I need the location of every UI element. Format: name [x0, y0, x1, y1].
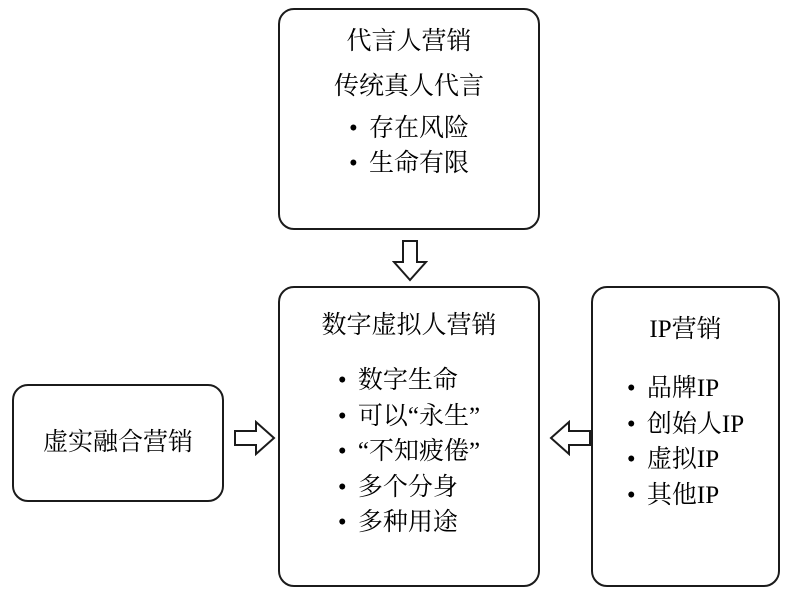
node-digital-avatar-marketing-bullets: [338, 363, 480, 541]
list-item: • 可以“永生”: [338, 399, 480, 435]
list-item: • 虚拟IP: [627, 442, 744, 478]
node-endorser-marketing[interactable]: [278, 8, 540, 230]
node-endorser-marketing-bullets: [349, 111, 469, 182]
node-endorser-marketing-title: 代言人营销: [346, 28, 472, 55]
list-item: • 多种用途: [338, 505, 480, 541]
list-item: • 创始人IP: [627, 407, 744, 443]
arrow-down-icon: [392, 240, 428, 282]
node-endorser-marketing-subtitle: 传统真人代言: [333, 73, 484, 101]
list-item: • 其他IP: [627, 478, 744, 514]
list-item: • 品牌IP: [627, 371, 744, 407]
list-item: • 多个分身: [338, 470, 480, 506]
list-item: • 生命有限: [349, 146, 469, 182]
arrow-left-icon: [549, 420, 591, 456]
node-digital-avatar-marketing-title: 数字虚拟人营销: [321, 312, 497, 339]
node-fusion-marketing-title: 虚实融合营销: [42, 429, 193, 457]
node-fusion-marketing[interactable]: [12, 384, 224, 502]
list-item: • 存在风险: [349, 111, 469, 147]
node-ip-marketing[interactable]: [591, 286, 780, 587]
node-ip-marketing-title: IP营销: [649, 316, 722, 343]
list-item: • 数字生命: [338, 363, 480, 399]
node-ip-marketing-bullets: [627, 371, 744, 513]
list-item: • “不知疲倦”: [338, 434, 480, 470]
arrow-right-icon: [234, 420, 276, 456]
node-digital-avatar-marketing[interactable]: [278, 286, 540, 587]
